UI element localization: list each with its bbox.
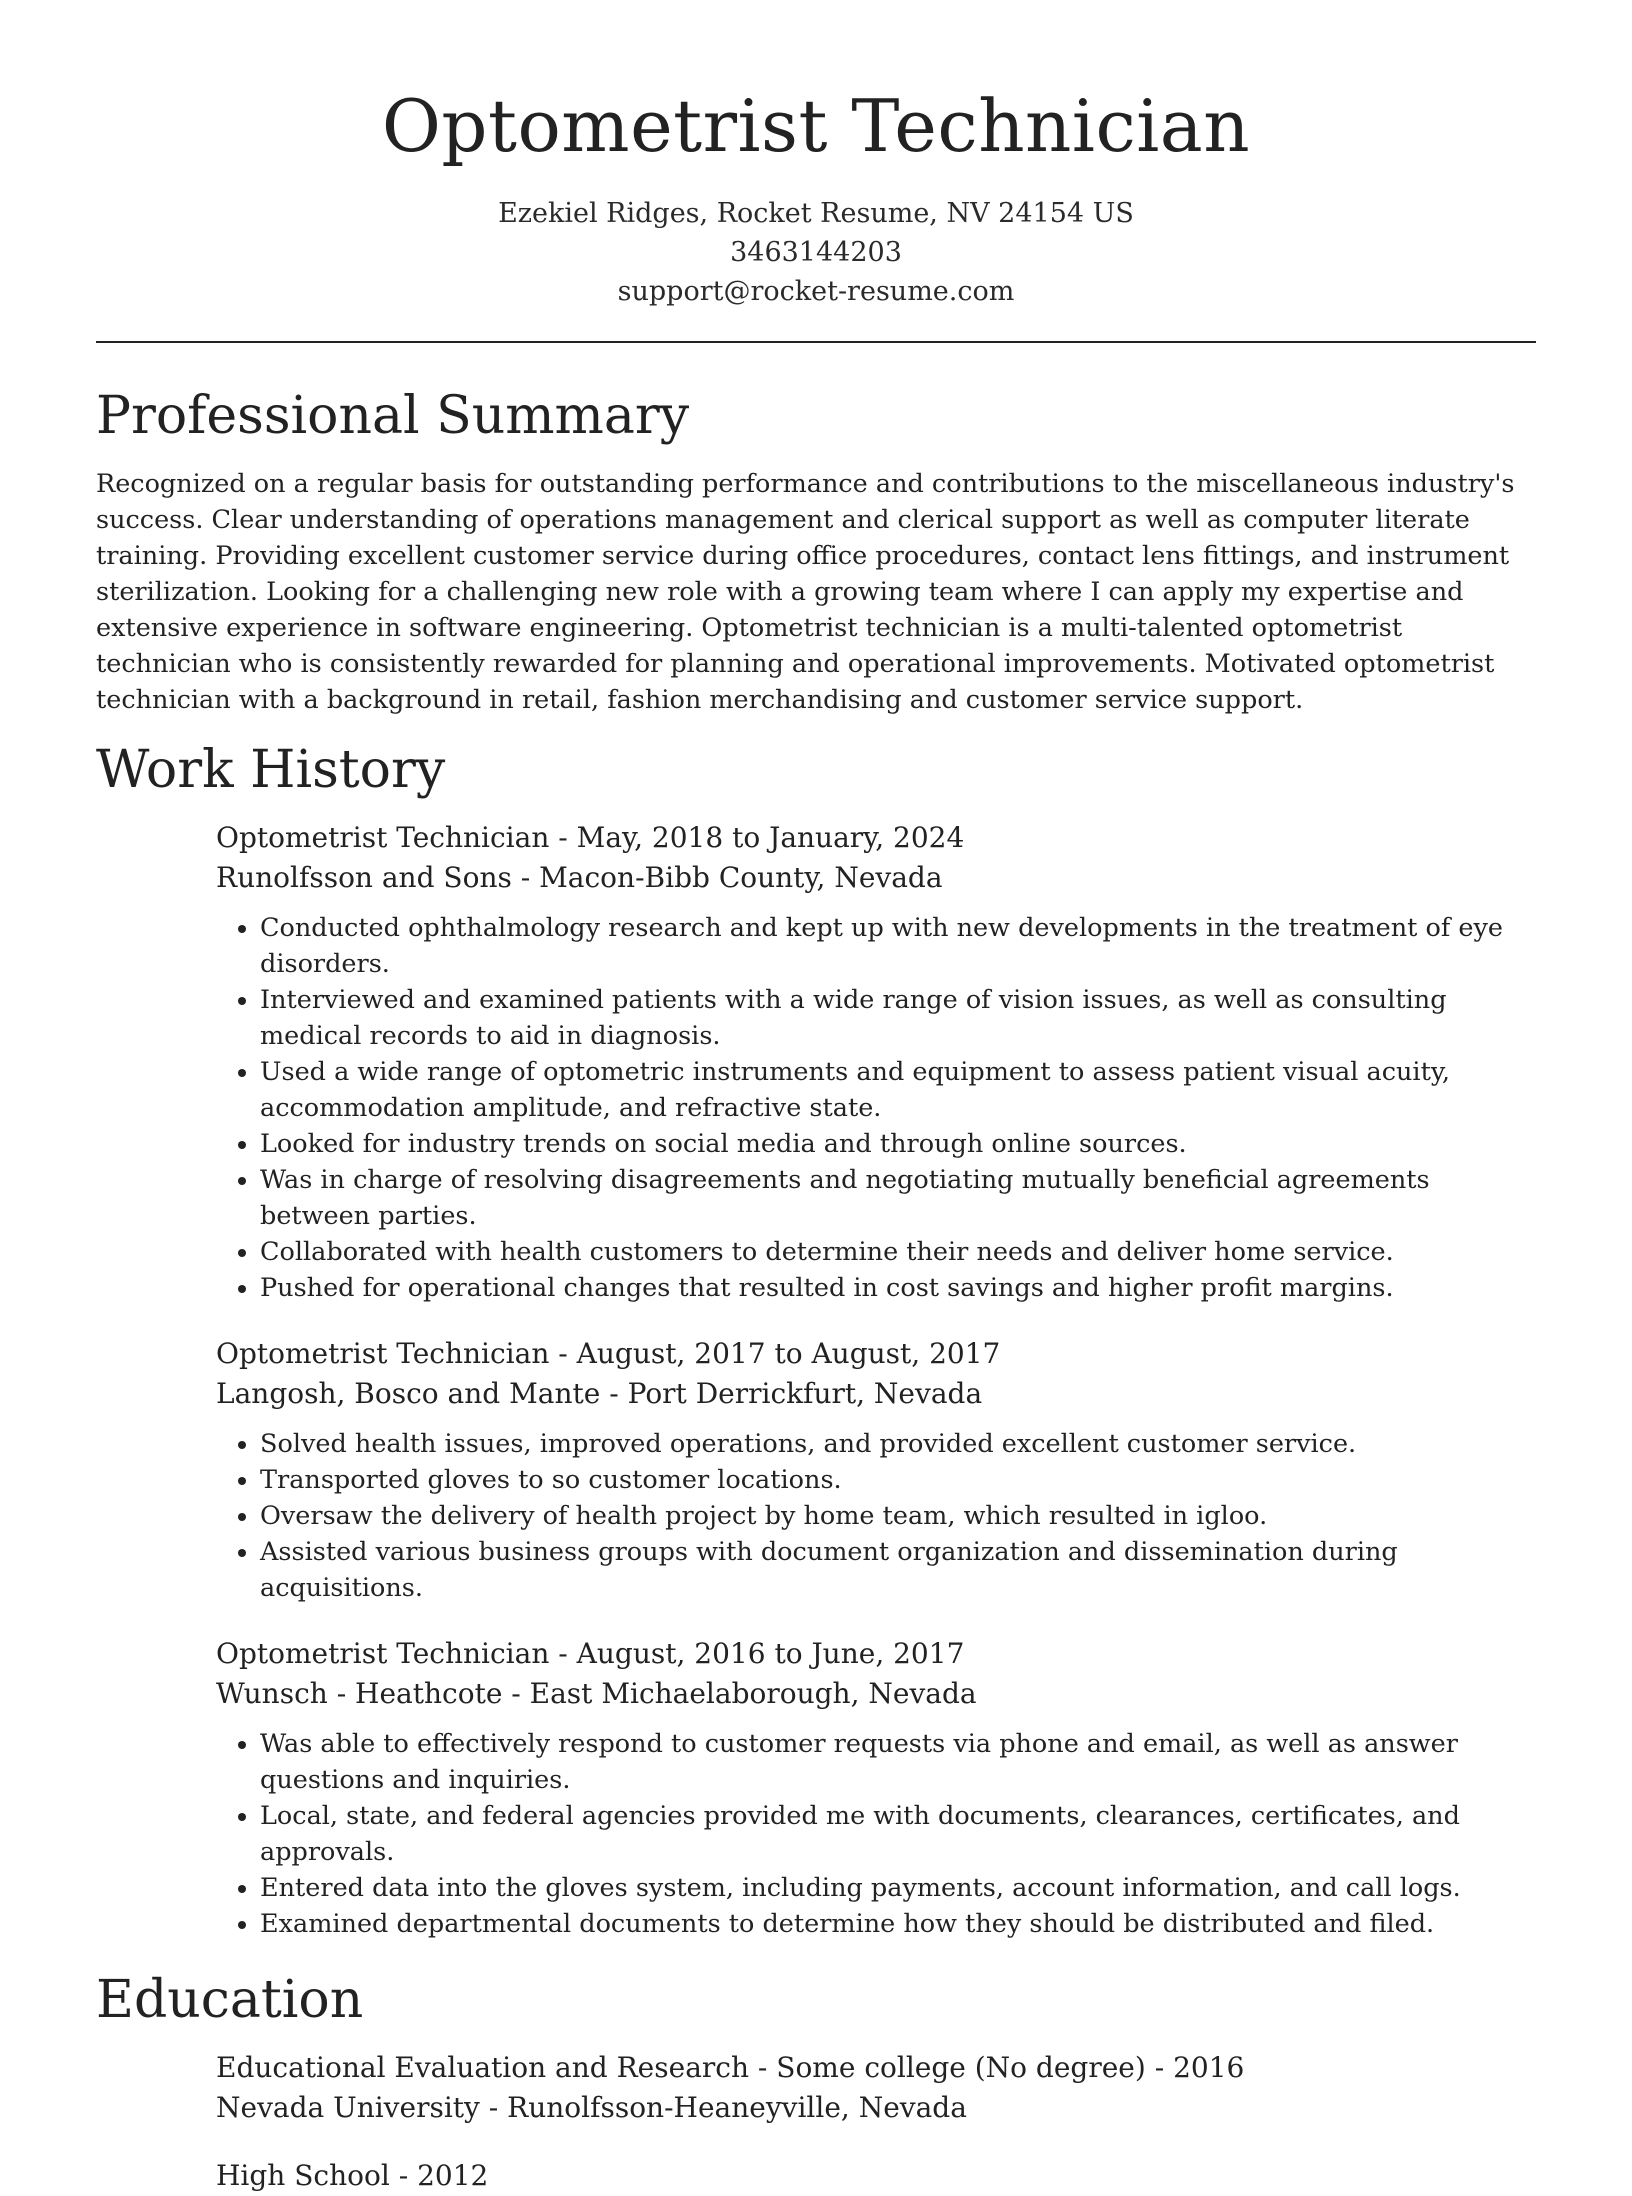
work-history-section — [96, 734, 1536, 1942]
job-bullet: • Examined departmental documents to determine how they should be distributed and filed. — [260, 1906, 1536, 1942]
education-school: Nevada University — [216, 2091, 480, 2124]
job-bullet: • Solved health issues, improved operations, and provided excellent customer service. — [260, 1426, 1536, 1462]
job-role: Optometrist Technician — [216, 821, 550, 854]
job-bullets — [216, 1426, 1536, 1606]
job-title-line — [216, 1334, 1536, 1374]
summary-text: Recognized on a regular basis for outstanding performance and contributions to the miscellaneous industry's success. Clear understanding of operations management and clerical support as well as computer literate training. Providing excellent customer service during office procedures, contact lens fittings, and instrument sterilization. Looking for a challenging new role with a growing team where I can apply my expertise and extensive experience in software engineering. Optometrist technician is a multi-talented optometrist technician who is consistently rewarded for planning and operational improvements. Motivated optometrist technician with a background in retail, fashion merchandising and customer service support. — [96, 469, 1515, 715]
job-dates: August, 2017 to August, 2017 — [576, 1337, 1001, 1370]
education-section — [96, 1964, 1536, 2196]
separator: - — [757, 2051, 777, 2084]
job-bullet: • Local, state, and federal agencies provided me with documents, clearances, certificates, and approvals. — [260, 1798, 1536, 1870]
candidate-name: Optometrist Technician — [381, 84, 1251, 168]
job-location: East Michaelaborough, Nevada — [529, 1677, 977, 1710]
job-bullet: • Conducted ophthalmology research and kept up with new developments in the treatment of eye disorders. — [260, 910, 1536, 982]
job-bullets — [216, 910, 1536, 1306]
job-dates: May, 2018 to January, 2024 — [576, 821, 965, 854]
education-field: High School — [216, 2159, 390, 2192]
resume-content — [96, 380, 1536, 2196]
job-role: Optometrist Technician — [216, 1337, 550, 1370]
education-degree: Some college (No degree) — [776, 2051, 1146, 2084]
job-entry — [216, 1634, 1536, 1942]
separator: - — [398, 2159, 418, 2192]
separator: - — [558, 1637, 577, 1670]
job-company-line — [216, 1674, 1536, 1714]
job-location: Macon-Bibb County, Nevada — [539, 861, 943, 894]
header-divider — [96, 341, 1536, 343]
contact-email: support@rocket-resume.com — [617, 276, 1015, 307]
job-dates: August, 2016 to June, 2017 — [576, 1637, 965, 1670]
job-bullet: • Entered data into the gloves system, including payments, account information, and call logs. — [260, 1870, 1536, 1906]
job-bullet: • Pushed for operational changes that resulted in cost savings and higher profit margins. — [260, 1270, 1536, 1306]
education-entry — [216, 2048, 1536, 2128]
job-bullet: • Interviewed and examined patients with a wide range of vision issues, as well as consulting medical records to aid in diagnosis. — [260, 982, 1536, 1054]
job-bullets — [216, 1726, 1536, 1942]
separator: - — [609, 1377, 628, 1410]
education-year: 2016 — [1173, 2051, 1245, 2084]
separator: - — [488, 2091, 508, 2124]
education-degree-line — [216, 2156, 1536, 2196]
separator: - — [1154, 2051, 1174, 2084]
job-entry — [216, 818, 1536, 1306]
job-location: Port Derrickfurt, Nevada — [627, 1377, 983, 1410]
job-bullet: • Collaborated with health customers to determine their needs and deliver home service. — [260, 1234, 1536, 1270]
job-entry — [216, 1334, 1536, 1606]
job-bullet: • Used a wide range of optometric instruments and equipment to assess patient visual acuity, accommodation amplitude, and refractive state. — [260, 1054, 1536, 1126]
summary-section — [96, 380, 1536, 718]
education-entry — [216, 2156, 1536, 2196]
job-bullet: • Oversaw the delivery of health project by home team, which resulted in igloo. — [260, 1498, 1536, 1534]
job-bullet: • Was able to effectively respond to customer requests via phone and email, as well as answer questions and inquiries. — [260, 1726, 1536, 1798]
separator: - — [558, 821, 577, 854]
education-degree-line — [216, 2048, 1536, 2088]
education-school-line — [216, 2088, 1536, 2128]
job-company: Wunsch - Heathcote — [216, 1677, 503, 1710]
job-role: Optometrist Technician — [216, 1637, 550, 1670]
job-company-line — [216, 858, 1536, 898]
education-field: Educational Evaluation and Research — [216, 2051, 749, 2084]
job-bullet: • Assisted various business groups with document organization and dissemination during acquisitions. — [260, 1534, 1536, 1606]
job-title-line — [216, 1634, 1536, 1674]
resume-header — [0, 0, 1632, 311]
job-bullet: • Looked for industry trends on social media and through online sources. — [260, 1126, 1536, 1162]
contact-address: Ezekiel Ridges, Rocket Resume, NV 24154 US — [498, 198, 1134, 229]
summary-title: Professional Summary — [96, 386, 690, 446]
education-year: 2012 — [417, 2159, 489, 2192]
job-company-line — [216, 1374, 1536, 1414]
job-company: Runolfsson and Sons — [216, 861, 512, 894]
work-history-title: Work History — [96, 740, 446, 800]
job-bullet: • Was in charge of resolving disagreements and negotiating mutually beneficial agreements between parties. — [260, 1162, 1536, 1234]
separator: - — [558, 1337, 577, 1370]
education-location: Runolfsson-Heaneyville, Nevada — [507, 2091, 967, 2124]
separator: - — [511, 1677, 530, 1710]
job-company: Langosh, Bosco and Mante — [216, 1377, 601, 1410]
separator: - — [520, 861, 540, 894]
contact-phone: 3463144203 — [730, 237, 902, 268]
job-title-line — [216, 818, 1536, 858]
contact-block — [0, 194, 1632, 311]
education-title: Education — [96, 1970, 364, 2030]
job-bullet: • Transported gloves to so customer locations. — [260, 1462, 1536, 1498]
